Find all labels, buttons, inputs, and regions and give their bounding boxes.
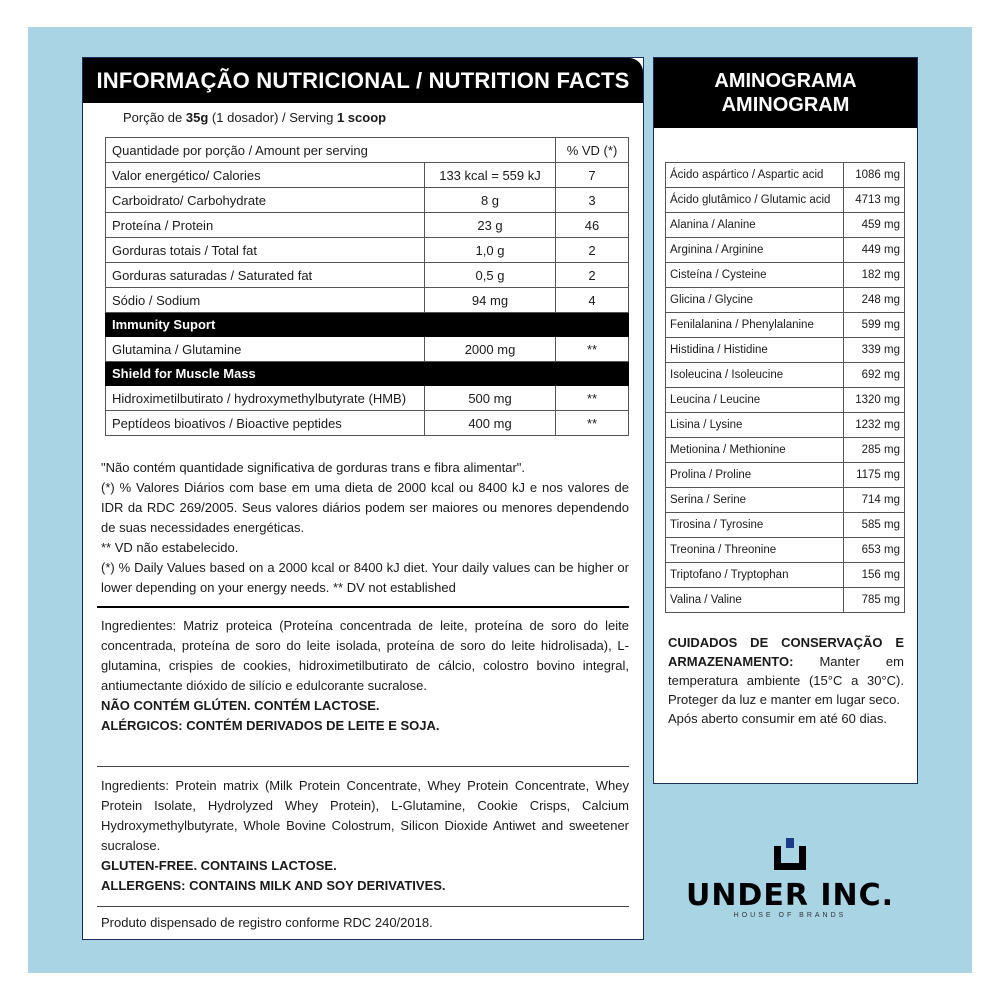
amino-name: Fenilalanina / Phenylalanine xyxy=(666,313,844,338)
row-value: 23 g xyxy=(425,213,556,238)
table-row xyxy=(666,188,905,213)
nutrition-notes xyxy=(101,458,629,598)
nutrition-table xyxy=(105,137,629,436)
amino-mg: 339 mg xyxy=(844,338,905,363)
amino-name: Cisteína / Cysteine xyxy=(666,263,844,288)
note-daily-values-en: (*) % Daily Values based on a 2000 kcal or 8400 kJ diet. Your daily values can be higher or lower depending on your energy needs. ** DV not established xyxy=(101,560,629,595)
nutrition-title: INFORMAÇÃO NUTRICIONAL / NUTRITION FACTS xyxy=(83,58,643,103)
table-row xyxy=(666,488,905,513)
table-row xyxy=(666,438,905,463)
table-row xyxy=(666,563,905,588)
section-header-row xyxy=(106,313,629,337)
serving-amount: 35g xyxy=(185,110,209,125)
table-row xyxy=(666,463,905,488)
table-row xyxy=(106,238,629,263)
row-vd: 7 xyxy=(556,163,629,188)
amino-name: Ácido aspártico / Aspartic acid xyxy=(666,163,844,188)
amino-mg: 585 mg xyxy=(844,513,905,538)
aminogram-title-pt: AMINOGRAMA xyxy=(714,70,857,92)
amino-name: Prolina / Proline xyxy=(666,463,844,488)
table-row xyxy=(666,513,905,538)
row-label: Glutamina / Glutamine xyxy=(106,337,425,362)
row-value: 133 kcal = 559 kJ xyxy=(425,163,556,188)
nutrition-facts-panel xyxy=(82,57,644,940)
row-label: Sódio / Sodium xyxy=(106,288,425,313)
table-row xyxy=(666,288,905,313)
amino-mg: 1232 mg xyxy=(844,413,905,438)
amino-mg: 459 mg xyxy=(844,213,905,238)
divider xyxy=(97,606,629,608)
table-row xyxy=(106,386,629,411)
gluten-warning-en: GLUTEN-FREE. CONTAINS LACTOSE. xyxy=(101,858,337,873)
amino-mg: 1175 mg xyxy=(844,463,905,488)
amino-name: Arginina / Arginine xyxy=(666,238,844,263)
serving-prefix: Porção de xyxy=(123,110,183,125)
ingredients-pt-text: Ingredientes: Matriz proteica (Proteína concentrada de leite, proteína de soro do leite concentrada, proteína de soro do leite isolada, proteína de soro do leite hidrolisada), L-glutamina, crispies de cookies, hidroximetilbutirato de cálcio, colostro bovino integral, antiumectante dióxido de silício e edulcorante sucralose. xyxy=(101,618,629,693)
amino-mg: 1320 mg xyxy=(844,388,905,413)
table-row xyxy=(666,413,905,438)
amino-mg: 653 mg xyxy=(844,538,905,563)
row-vd: ** xyxy=(556,386,629,411)
amino-name: Lisina / Lysine xyxy=(666,413,844,438)
amino-name: Metionina / Methionine xyxy=(666,438,844,463)
amino-name: Valina / Valine xyxy=(666,588,844,613)
amino-name: Serina / Serine xyxy=(666,488,844,513)
amino-mg: 449 mg xyxy=(844,238,905,263)
row-vd: ** xyxy=(556,411,629,436)
amino-mg: 182 mg xyxy=(844,263,905,288)
table-row xyxy=(106,288,629,313)
row-label: Proteína / Protein xyxy=(106,213,425,238)
amino-name: Tirosina / Tyrosine xyxy=(666,513,844,538)
table-row xyxy=(106,337,629,362)
ingredients-en xyxy=(101,776,629,896)
table-row xyxy=(666,313,905,338)
row-vd: ** xyxy=(556,337,629,362)
amino-mg: 248 mg xyxy=(844,288,905,313)
amino-mg: 714 mg xyxy=(844,488,905,513)
table-row xyxy=(106,188,629,213)
table-row xyxy=(666,338,905,363)
row-label: Carboidrato/ Carbohydrate xyxy=(106,188,425,213)
storage-heading: CUIDADOS DE CONSERVAÇÃO E ARMAZENAMENTO: xyxy=(668,635,904,669)
table-row xyxy=(106,411,629,436)
registration-footer: Produto dispensado de registro conforme RDC 240/2018. xyxy=(101,915,433,930)
row-value: 2000 mg xyxy=(425,337,556,362)
serving-size xyxy=(123,110,386,125)
row-value: 0,5 g xyxy=(425,263,556,288)
amino-name: Isoleucina / Isoleucine xyxy=(666,363,844,388)
row-vd: 46 xyxy=(556,213,629,238)
aminogram-table xyxy=(665,162,905,613)
amino-name: Treonina / Threonine xyxy=(666,538,844,563)
brand-u-icon xyxy=(770,836,810,876)
row-label: Gorduras saturadas / Saturated fat xyxy=(106,263,425,288)
table-row xyxy=(666,588,905,613)
table-row xyxy=(666,363,905,388)
aminogram-title-en: AMINOGRAM xyxy=(721,94,850,116)
table-row xyxy=(666,163,905,188)
row-vd: 3 xyxy=(556,188,629,213)
amino-name: Triptofano / Tryptophan xyxy=(666,563,844,588)
row-vd: 2 xyxy=(556,263,629,288)
brand-tagline: HOUSE OF BRANDS xyxy=(733,912,847,919)
table-row xyxy=(666,538,905,563)
ingredients-en-text: Ingredients: Protein matrix (Milk Protein Concentrate, Whey Protein Concentrate, Whey Protein Isolate, Hydrolyzed Whey Protein), L-Glutamine, Cookie Crisps, Calcium Hydroxymethylbutyrate, Whole Bovine Colostrum, Silicon Dioxide Antiwet and sweetener sucralose. xyxy=(101,778,629,853)
row-vd: 4 xyxy=(556,288,629,313)
note-trans-fat: "Não contém quantidade significativa de gorduras trans e fibra alimentar". xyxy=(101,460,526,475)
serving-middle: (1 dosador) / Serving xyxy=(211,110,334,125)
table-row xyxy=(106,163,629,188)
brand-logo xyxy=(662,836,918,920)
section-muscle: Shield for Muscle Mass xyxy=(106,362,629,386)
row-label: Hidroximetilbutirato / hydroxymethylbutyrate (HMB) xyxy=(106,386,425,411)
storage-text: Manter em temperatura ambiente (15°C a 30°C). Proteger da luz e manter em lugar seco. xyxy=(668,654,904,707)
aminogram-panel xyxy=(653,57,918,784)
divider xyxy=(97,766,629,767)
amino-name: Ácido glutâmico / Glutamic acid xyxy=(666,188,844,213)
section-immunity: Immunity Suport xyxy=(106,313,629,337)
table-header-row xyxy=(106,138,629,163)
note-daily-values-pt: (*) % Valores Diários com base em uma dieta de 2000 kcal ou 8400 kJ e nos valores de IDR da RDC 269/2005. Seus valores diários podem ser maiores ou menores dependendo de suas necessidades energéticas. xyxy=(101,480,629,535)
row-label: Peptídeos bioativos / Bioactive peptides xyxy=(106,411,425,436)
brand-name: UNDER INC. xyxy=(685,878,895,913)
row-value: 500 mg xyxy=(425,386,556,411)
table-row xyxy=(666,238,905,263)
row-vd: 2 xyxy=(556,238,629,263)
row-value: 94 mg xyxy=(425,288,556,313)
table-row xyxy=(666,213,905,238)
note-vd-not-established: ** VD não estabelecido. xyxy=(101,540,239,555)
after-opening-text: Após aberto consumir em até 60 dias. xyxy=(668,711,887,726)
amino-mg: 156 mg xyxy=(844,563,905,588)
row-value: 1,0 g xyxy=(425,238,556,263)
amino-name: Glicina / Glycine xyxy=(666,288,844,313)
amino-mg: 692 mg xyxy=(844,363,905,388)
allergen-warning-pt: ALÉRGICOS: CONTÉM DERIVADOS DE LEITE E SOJA. xyxy=(101,718,440,733)
section-header-row xyxy=(106,362,629,386)
table-row xyxy=(666,388,905,413)
table-row xyxy=(106,213,629,238)
storage-instructions xyxy=(668,633,904,728)
row-label: Gorduras totais / Total fat xyxy=(106,238,425,263)
amino-name: Leucina / Leucine xyxy=(666,388,844,413)
amino-name: Alanina / Alanine xyxy=(666,213,844,238)
aminogram-title xyxy=(654,58,917,128)
serving-scoop: 1 scoop xyxy=(336,110,387,125)
amino-name: Histidina / Histidine xyxy=(666,338,844,363)
divider xyxy=(97,906,629,907)
allergen-warning-en: ALLERGENS: CONTAINS MILK AND SOY DERIVATIVES. xyxy=(101,878,446,893)
ingredients-pt xyxy=(101,616,629,736)
amino-mg: 285 mg xyxy=(844,438,905,463)
amino-mg: 599 mg xyxy=(844,313,905,338)
vd-header: % VD (*) xyxy=(556,138,629,163)
amino-mg: 4713 mg xyxy=(844,188,905,213)
amount-header: Quantidade por porção / Amount per serving xyxy=(106,138,556,163)
row-value: 8 g xyxy=(425,188,556,213)
amino-mg: 1086 mg xyxy=(844,163,905,188)
amino-mg: 785 mg xyxy=(844,588,905,613)
table-row xyxy=(666,263,905,288)
table-row xyxy=(106,263,629,288)
row-label: Valor energético/ Calories xyxy=(106,163,425,188)
gluten-warning-pt: NÃO CONTÉM GLÚTEN. CONTÉM LACTOSE. xyxy=(101,698,380,713)
row-value: 400 mg xyxy=(425,411,556,436)
